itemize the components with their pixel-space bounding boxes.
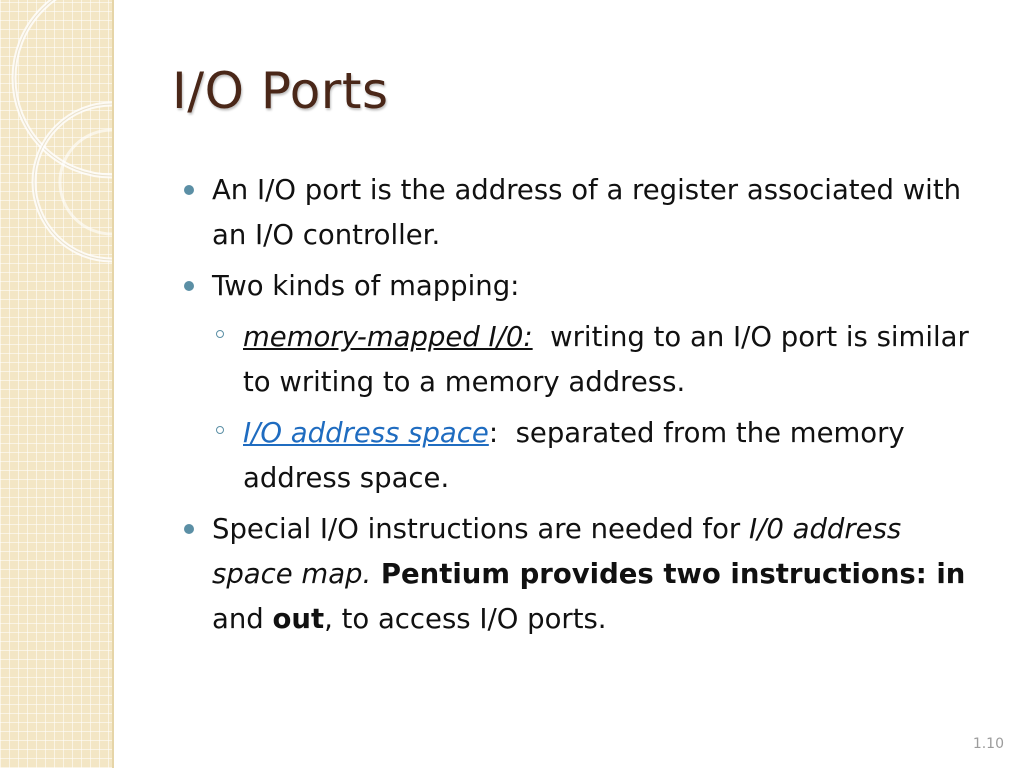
instruction-out: out: [272, 603, 325, 635]
bullet-dot-icon: [184, 185, 194, 195]
bullet-text: Two kinds of mapping:: [212, 270, 520, 302]
bullet-text: Special I/O instructions are needed for: [212, 513, 749, 545]
sub-bullet-text: separated from the memory address space.: [243, 417, 914, 494]
bullet-text: and: [212, 558, 975, 635]
sub-bullet-circle-icon: [216, 330, 224, 338]
decorative-sidebar: [0, 0, 112, 768]
slide-title: I/O Ports: [172, 62, 389, 120]
decorative-circles: [0, 0, 112, 768]
bullet-dot-icon: [184, 281, 194, 291]
sub-bullet-circle-icon: [216, 426, 224, 434]
bullet-bold-text: Pentium provides two instructions:: [371, 558, 937, 590]
instruction-in: in: [936, 558, 966, 590]
bullet-text: , to access I/O ports.: [324, 603, 607, 635]
sub-bullet-item: [180, 315, 990, 405]
sidebar-edge: [112, 0, 114, 768]
bullet-item: [180, 168, 990, 258]
sub-bullet-colon: :: [488, 417, 499, 449]
sub-bullet-item: [180, 411, 990, 501]
bullet-dot-icon: [184, 524, 194, 534]
page-number: 1.10: [972, 736, 1004, 752]
bullet-item: [180, 507, 990, 642]
bullet-text: An I/O port is the address of a register associated with an I/O controller.: [212, 174, 962, 251]
sub-bullet-text: writing to an I/O port is similar to writing to a memory address.: [243, 321, 978, 398]
bullet-item: [180, 264, 990, 309]
slide-body: [180, 168, 990, 648]
sub-bullet-term: memory-mapped I/0:: [243, 321, 533, 353]
io-address-space-link[interactable]: I/O address space: [243, 417, 489, 449]
bullet-italic-text: I/0 address space map.: [212, 513, 902, 590]
